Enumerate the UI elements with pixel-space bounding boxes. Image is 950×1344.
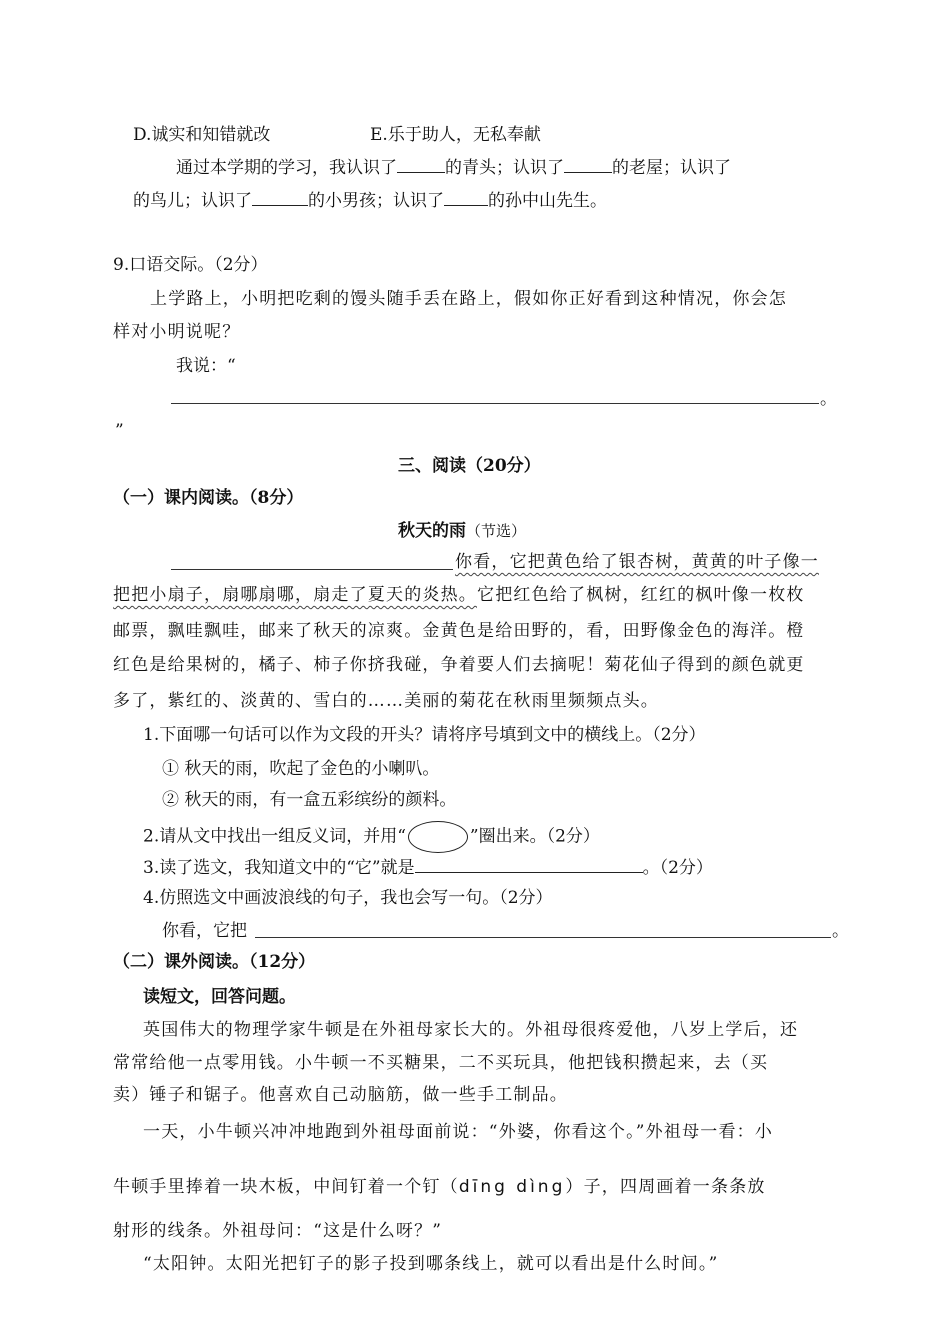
passage-line-4: 红色是给果树的，橘子、柿子你挤我碰，争着要人们去摘呢！菊花仙子得到的颜色就更 (113, 655, 805, 675)
answer-blank[interactable] (444, 189, 488, 206)
reading-q2-text-a: 2.请从文中找出一组反义词，并用“ (143, 826, 406, 847)
reading-q3-text-b: 。（2分） (642, 858, 713, 878)
story-line-1: 英国伟大的物理学家牛顿是在外祖母家长大的。外祖母很疼爱他，八岁上学后，还 (143, 1020, 799, 1040)
reading-q4: 4.仿照选文中画波浪线的句子，我也会写一句。（2分） (143, 888, 553, 908)
answer-blank[interactable] (397, 156, 445, 173)
story-line-2: 常常给他一点零用钱。小牛顿一不买糖果，二不买玩具，他把钱积攒起来，去（买 (113, 1053, 769, 1073)
article-title-note: （节选） (466, 522, 527, 540)
q9-title: 9.口语交际。（2分） (113, 255, 268, 275)
story-line-3: 卖）锤子和锯子。他喜欢自己动脑筋，做一些手工制品。 (113, 1085, 568, 1105)
summary-text-2a: 的鸟儿；认识了 (133, 191, 252, 211)
reading-q1: 1.下面哪一句话可以作为文段的开头？请将序号填到文中的横线上。（2分） (143, 725, 706, 745)
reading-q4-end: 。 (832, 921, 849, 941)
summary-text-1a: 通过本学期的学习，我认识了 (176, 158, 397, 178)
pinyin-choice: dīng dìng (458, 1177, 566, 1197)
reading-q4-answer-line[interactable] (255, 937, 831, 938)
summary-text-1c: 的老屋；认识了 (612, 158, 731, 178)
passage-line-3: 邮票，飘哇飘哇，邮来了秋天的凉爽。金黄色是给田野的，看，田野像金色的海洋。橙 (113, 621, 805, 641)
passage-line-2-rest: 它把红色给了枫树，红红的枫叶像一枚枚 (477, 585, 805, 605)
wavy-sentence-part-1: 你看，它把黄色给了银杏树，黄黄的叶子像一 (455, 552, 819, 572)
reading-q2-text-b: ”圈出来。（2分） (469, 826, 600, 847)
part-2-heading: （二）课外阅读。（12分） (113, 952, 316, 972)
passage-opening-blank[interactable] (171, 569, 453, 570)
reading-q1-option-2: ② 秋天的雨，有一盒五彩缤纷的颜料。 (162, 790, 457, 810)
story-line-5 (113, 1176, 766, 1198)
q9-end-period: 。 (820, 389, 837, 409)
part-1-heading: （一）课内阅读。（8分） (113, 488, 304, 508)
q9-end-quote: ” (115, 421, 124, 441)
summary-line-1 (176, 156, 731, 179)
reading-q1-option-1: ① 秋天的雨，吹起了金色的小喇叭。 (162, 759, 440, 779)
q9-text-1: 上学路上，小明把吃剩的馒头随手丢在路上，假如你正好看到这种情况，你会怎 (150, 289, 787, 309)
article-title (398, 520, 526, 542)
passage-line-2 (113, 584, 805, 606)
q9-answer-line[interactable] (171, 403, 819, 404)
wavy-sentence-part-2: 把把小扇子，扇哪扇哪，扇走了夏天的炎热。 (113, 585, 477, 605)
reading-q3-text-a: 3.读了选文，我知道文中的“它”就是 (143, 858, 415, 878)
summary-text-2b: 的小男孩；认识了 (308, 191, 444, 211)
answer-blank[interactable] (415, 856, 643, 873)
reading-q4-start: 你看，它把 (162, 921, 247, 941)
story-line-7: “太阳钟。太阳光把钉子的影子投到哪条线上，就可以看出是什么时间。” (143, 1254, 719, 1274)
option-e: E.乐于助人，无私奉献 (370, 125, 541, 145)
story-line-6: 射形的线条。外祖母问：“这是什么呀？” (113, 1221, 443, 1241)
answer-blank[interactable] (252, 189, 308, 206)
summary-line-2 (133, 189, 607, 212)
reading-q3 (143, 856, 713, 879)
q9-say-prompt: 我说：“ (176, 356, 236, 376)
option-d: D.诚实和知错就改 (133, 125, 271, 145)
part-2-instruction: 读短文，回答问题。 (143, 987, 296, 1007)
circle-mark-symbol (408, 821, 468, 853)
story-line-5a: 牛顿手里捧着一块木板，中间钉着一个钉（ (113, 1177, 459, 1197)
answer-blank[interactable] (564, 156, 612, 173)
section-3-title: 三、阅读（20分） (398, 456, 541, 476)
q9-text-2: 样对小明说呢？ (113, 322, 241, 342)
passage-line-5: 多了，紫红的、淡黄的、雪白的……美丽的菊花在秋雨里频频点头。 (113, 691, 659, 711)
passage-line-1 (455, 551, 819, 573)
summary-text-2c: 的孙中山先生。 (488, 191, 607, 211)
story-line-5b: ）子，四周画着一条条放 (565, 1177, 766, 1197)
summary-text-1b: 的青头；认识了 (445, 158, 564, 178)
article-title-text: 秋天的雨 (398, 521, 466, 541)
story-line-4: 一天，小牛顿兴冲冲地跑到外祖母面前说：“外婆，你看这个。”外祖母一看：小 (143, 1122, 774, 1142)
reading-q2 (143, 821, 600, 853)
